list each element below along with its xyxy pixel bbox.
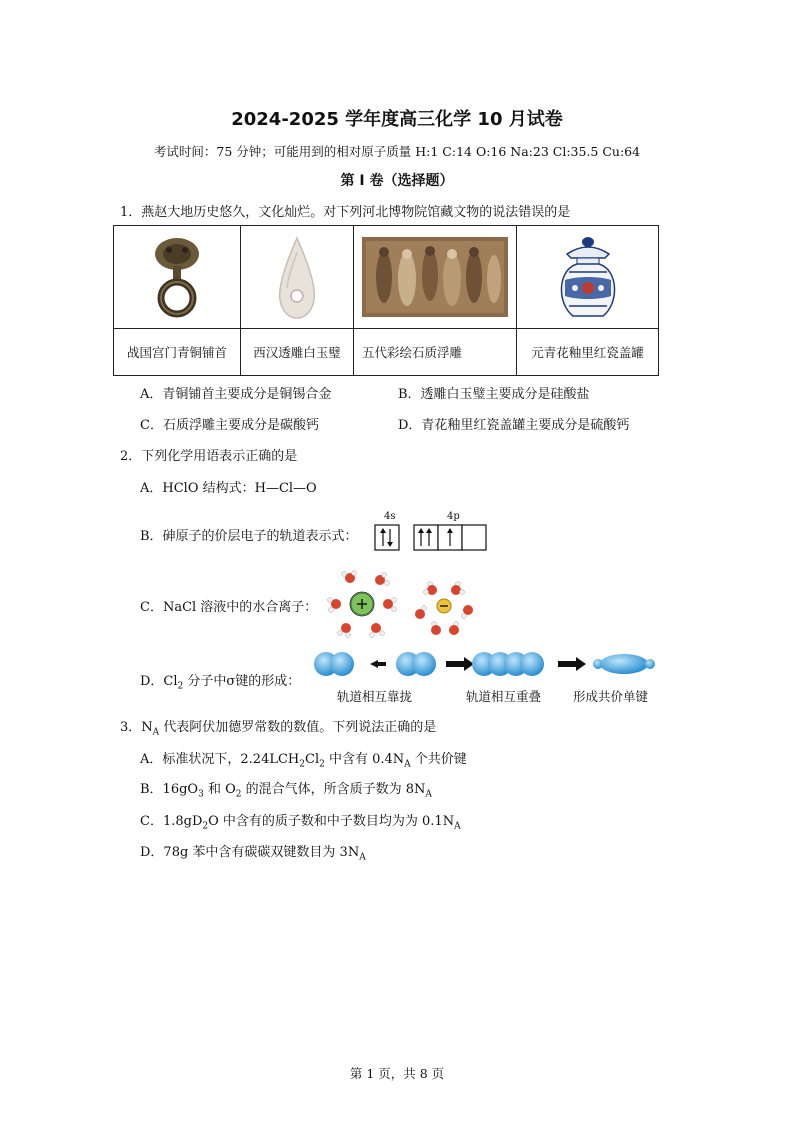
q3-stem-text-post: 代表阿伏加德罗常数的数值。下列说法正确的是 <box>159 720 437 735</box>
relic-image-porcelain-jar <box>517 226 659 329</box>
sigma-bond-diagram <box>312 650 662 680</box>
q1-option-d: D．青花釉里红瓷盖罐主要成分是硫酸钙 <box>398 418 630 433</box>
sub: 2 <box>299 759 305 770</box>
text: B．16gO <box>140 782 199 797</box>
sub: A <box>359 852 366 863</box>
q2-stem: 2．下列化学用语表示正确的是 <box>120 449 298 464</box>
page-title: 2024-2025 学年度高三化学 10 月试卷 <box>231 109 563 130</box>
text: D．78g 苯中含有碳碳双键数目为 3N <box>140 845 360 860</box>
sub: A <box>404 759 411 770</box>
text: O 中含有的质子数和中子数目均为为 0.1N <box>208 814 455 829</box>
text: A．标准状况下，2.24LCH <box>140 752 300 767</box>
text: 中含有 0.4N <box>324 752 405 767</box>
sub: 3 <box>198 789 204 800</box>
relic-caption: 西汉透雕白玉璧 <box>241 329 354 376</box>
sigma-step-label: 轨道相互重叠 <box>466 689 542 704</box>
relic-image-jade-bi <box>241 226 354 329</box>
sub: A <box>425 789 432 800</box>
text: 的混合气体，所含质子数为 8N <box>241 782 426 797</box>
q3-stem-sub: A <box>152 727 160 738</box>
sub: 2 <box>235 789 242 800</box>
q1-option-b: B．透雕白玉璧主要成分是硅酸盐 <box>398 387 590 402</box>
relic-image-stone-relief <box>354 226 517 329</box>
q3-option-c <box>140 810 461 832</box>
sub: 2 <box>319 759 325 770</box>
sub: 2 <box>202 821 209 832</box>
q1-option-c: C．石质浮雕主要成分是碳酸钙 <box>140 418 319 433</box>
q2-option-b: B．砷原子的价层电子的轨道表示式： <box>140 529 358 544</box>
q2-option-c: C．NaCl 溶液中的水合离子： <box>140 600 318 615</box>
hydrated-anion <box>415 582 473 636</box>
page-footer: 第 1 页，共 8 页 <box>349 1066 445 1081</box>
text: 和 O <box>203 782 236 797</box>
q3-stem-text: 3．N <box>120 720 153 735</box>
q2-option-a: A．HClO 结构式：H—Cl—O <box>140 481 317 496</box>
sub: A <box>454 821 461 832</box>
q3-option-b <box>140 778 432 800</box>
orbital-diagram <box>374 524 492 552</box>
relic-caption: 战国宫门青铜铺首 <box>114 329 241 376</box>
orbital-4s-label: 4s <box>384 511 396 522</box>
hydrated-cation <box>328 571 397 638</box>
text: Cl <box>305 752 320 767</box>
relic-image-bronze-knocker <box>114 226 241 329</box>
relic-caption: 五代彩绘石质浮雕 <box>354 329 517 376</box>
q2-d-sub: 2 <box>177 681 184 692</box>
section-heading: 第 I 卷（选择题） <box>340 173 454 189</box>
text: 个共价键 <box>410 752 467 767</box>
orbital-4p-label: 4p <box>447 511 460 522</box>
q3-stem <box>120 716 436 738</box>
q2-d-text-post: 分子中σ键的形成： <box>183 674 301 689</box>
q1-stem: 1．燕赵大地历史悠久，文化灿烂。对下列河北博物院馆藏文物的说法错误的是 <box>120 205 571 220</box>
text: C．1.8gD <box>140 814 203 829</box>
q2-d-text: D．Cl <box>140 674 178 689</box>
sigma-step-label: 轨道相互靠拢 <box>337 689 413 704</box>
sigma-step-label: 形成共价单键 <box>573 689 649 704</box>
hydrated-ions-diagram <box>326 570 486 638</box>
q3-option-a <box>140 748 467 770</box>
q1-option-a: A．青铜铺首主要成分是铜锡合金 <box>140 387 332 402</box>
exam-info: 考试时间：75 分钟；可能用到的相对原子质量 H:1 C:14 O:16 Na:23 Cl:35.5 Cu:64 <box>153 144 641 159</box>
q2-option-d <box>140 670 300 692</box>
q3-option-d <box>140 841 366 863</box>
relic-caption: 元青花釉里红瓷盖罐 <box>517 329 659 376</box>
relics-table <box>113 225 659 376</box>
